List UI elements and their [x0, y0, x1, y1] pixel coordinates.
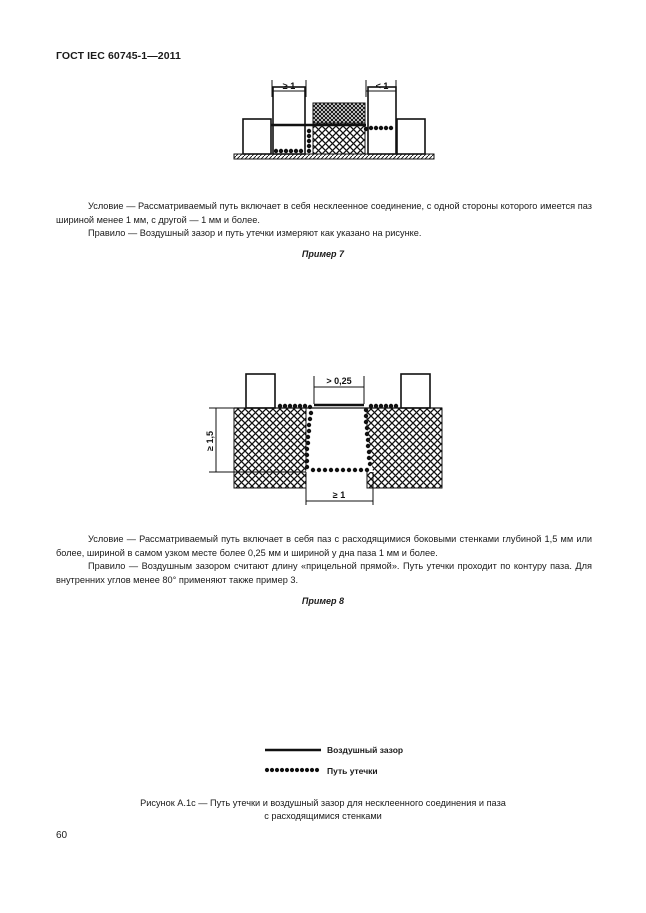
left-insulation-block [234, 408, 306, 488]
example-7-diagram [0, 0, 646, 190]
legend-creepage-swatch [264, 766, 322, 774]
groove [306, 408, 373, 472]
dimension-side-label: ≥ 1,5 [205, 431, 215, 451]
left-conductor [246, 374, 275, 408]
left-lower-part [243, 119, 271, 154]
dimension-bottom [306, 472, 373, 505]
right-lower-part [397, 119, 425, 154]
example-7-rule: Правило — Воздушный зазор и путь утечки измеряют как указано на рисунке. [88, 228, 422, 238]
dimension-left-label: ≥ 1 [282, 81, 296, 91]
insulation-top [313, 103, 365, 123]
right-upper-part [368, 87, 396, 154]
example-8-diagram [0, 360, 646, 520]
legend-air-gap-label: Воздушный зазор [327, 745, 404, 755]
figure-caption-line-1: Рисунок А.1с — Путь утечки и воздушный зазор для несклеенного соединения и паза [140, 798, 506, 808]
right-conductor [401, 374, 430, 408]
example-8-rule: Правило — Воздушным зазором считают длину «прицельной прямой». Путь утечки проходит по контуру паза. Для внутренних углов менее 80° применяют также пример 3. [56, 561, 592, 585]
figure-caption-line-2: с расходящимися стенками [264, 811, 382, 821]
example-8-condition: Условие — Рассматриваемый путь включает в себя паз с расходящимися боковыми стенками глубиной 1,5 мм или более, шириной в самом узком месте более 0,25 мм и шириной у дна паза 1 мм и более. [56, 534, 592, 558]
legend-air-gap-swatch [264, 746, 322, 754]
example-8-caption: Пример 8 [301, 596, 345, 606]
example-7-condition: Условие — Рассматриваемый путь включает в себя несклеенное соединение, с одной стороны которого имеется паз шириной менее 1 мм, с другой — 1 мм и более. [56, 201, 592, 225]
dimension-right-label: < 1 [375, 81, 389, 91]
dimension-top-label: > 0,25 [326, 376, 352, 386]
document-header: ГОСТ IEC 60745-1—2011 [56, 50, 181, 62]
right-insulation-block [367, 408, 442, 488]
example-8-description [56, 533, 592, 587]
page-number: 60 [56, 830, 68, 841]
dimension-bottom-label: ≥ 1 [332, 490, 346, 500]
figure-caption [100, 797, 546, 823]
legend-creepage-label: Путь утечки [327, 766, 378, 776]
left-upper-part [273, 87, 305, 154]
example-7-description [56, 200, 592, 241]
example-7-caption: Пример 7 [301, 249, 345, 259]
